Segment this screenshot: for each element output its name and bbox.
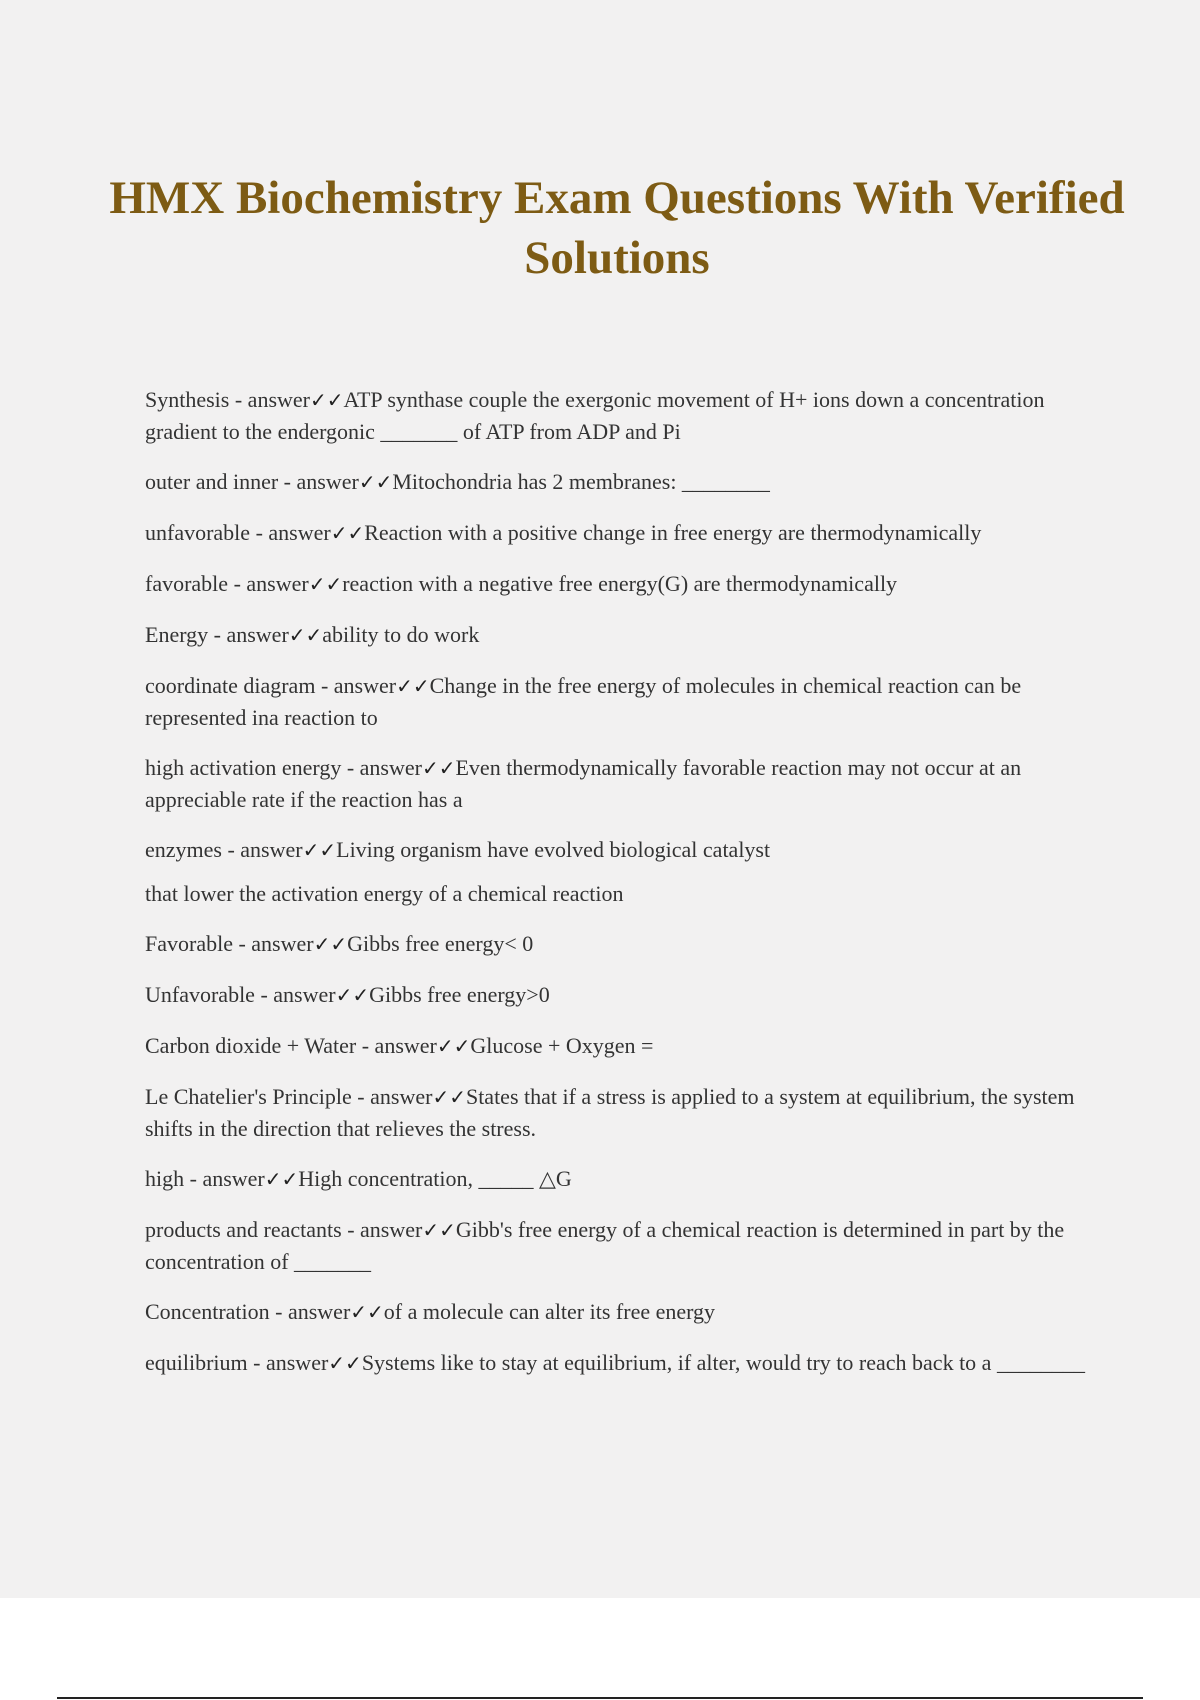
qa-separator: - answer xyxy=(341,1217,423,1242)
qa-term: high activation energy xyxy=(145,755,342,780)
qa-item xyxy=(145,1296,1095,1328)
qa-item xyxy=(145,752,1095,815)
qa-item xyxy=(145,979,1095,1011)
qa-item xyxy=(145,928,1095,960)
double-check-icon: ✓✓ xyxy=(350,1300,384,1324)
double-check-icon: ✓✓ xyxy=(422,1218,456,1242)
qa-separator: - answer xyxy=(356,1033,437,1058)
double-check-icon: ✓✓ xyxy=(328,1351,362,1375)
document-title: HMX Biochemistry Exam Questions With Verified Solutions xyxy=(109,172,1125,284)
qa-separator: - answer xyxy=(208,622,289,647)
qa-separator: - answer xyxy=(315,673,397,698)
footer-divider xyxy=(57,1697,1143,1699)
qa-item xyxy=(145,619,1095,651)
qa-answer: High concentration, _____ △G xyxy=(298,1166,572,1191)
qa-separator: - answer xyxy=(232,931,314,956)
qa-separator: - answer xyxy=(269,1299,351,1324)
qa-separator: - answer xyxy=(184,1166,265,1191)
qa-term: Favorable xyxy=(145,931,233,956)
double-check-icon: ✓✓ xyxy=(396,674,430,698)
qa-item xyxy=(145,1030,1095,1062)
qa-term: Carbon dioxide + Water xyxy=(145,1033,357,1058)
qa-term: Synthesis xyxy=(145,387,230,412)
qa-answer: Reaction with a positive change in free energy are thermodynamically xyxy=(364,520,982,545)
double-check-icon: ✓✓ xyxy=(330,521,365,545)
qa-term: coordinate diagram xyxy=(145,673,316,698)
qa-answer: Gibb's free energy of a chemical reaction is determined in part by the concentration of _______ xyxy=(145,1217,1065,1274)
qa-item xyxy=(145,834,1095,866)
qa-item xyxy=(145,384,1095,447)
double-check-icon: ✓✓ xyxy=(436,1034,471,1058)
qa-item xyxy=(145,670,1095,733)
qa-term: unfavorable xyxy=(145,520,251,545)
qa-answer: Even thermodynamically favorable reaction may not occur at an appreciable rate if the reaction has a xyxy=(145,755,1022,812)
qa-item xyxy=(145,1163,1095,1195)
qa-term: enzymes xyxy=(145,837,222,862)
double-check-icon: ✓✓ xyxy=(302,838,337,862)
qa-separator: - answer xyxy=(278,469,359,494)
double-check-icon: ✓✓ xyxy=(358,470,393,494)
double-check-icon: ✓✓ xyxy=(335,983,370,1007)
qa-term: high xyxy=(145,1166,185,1191)
qa-item xyxy=(145,1081,1095,1144)
qa-term: Energy xyxy=(145,622,209,647)
double-check-icon: ✓✓ xyxy=(421,756,456,780)
double-check-icon: ✓✓ xyxy=(432,1085,466,1109)
qa-separator: - answer xyxy=(229,387,310,412)
qa-answer: Gibbs free energy< 0 xyxy=(347,931,534,956)
qa-term: equilibrium xyxy=(145,1350,248,1375)
double-check-icon: ✓✓ xyxy=(264,1167,299,1191)
qa-item xyxy=(145,466,1095,498)
qa-answer: Gibbs free energy>0 xyxy=(369,982,550,1007)
qa-answer: ATP synthase couple the exergonic movement of H+ ions down a concentration gradient to the endergonic _______ of ATP from ADP and Pi xyxy=(145,387,1045,444)
qa-answer: Change in the free energy of molecules in chemical reaction can be represented ina reaction to xyxy=(145,673,1022,730)
double-check-icon: ✓✓ xyxy=(313,932,348,956)
qa-separator: - answer xyxy=(250,520,331,545)
qa-item xyxy=(145,1214,1095,1277)
qa-separator: - answer xyxy=(221,837,303,862)
qa-answer: of a molecule can alter its free energy xyxy=(383,1299,716,1324)
qa-answer: Living organism have evolved biological catalyst xyxy=(336,837,771,862)
qa-item xyxy=(145,1347,1095,1379)
double-check-icon: ✓✓ xyxy=(310,388,344,412)
qa-term: favorable xyxy=(145,571,229,596)
qa-separator: - answer xyxy=(351,1084,433,1109)
qa-answer: Glucose + Oxygen = xyxy=(470,1033,654,1058)
qa-term: Unfavorable xyxy=(145,982,255,1007)
qa-separator: - answer xyxy=(341,755,422,780)
qa-separator: - answer xyxy=(247,1350,329,1375)
qa-term: outer and inner xyxy=(145,469,279,494)
qa-answer: Mitochondria has 2 membranes: ________ xyxy=(392,469,770,494)
double-check-icon: ✓✓ xyxy=(288,623,323,647)
qa-answer: Systems like to stay at equilibrium, if alter, would try to reach back to a ________ xyxy=(361,1350,1085,1375)
qa-item xyxy=(145,517,1095,549)
qa-answer: States that if a stress is applied to a system at equilibrium, the system shifts in the direction that relieves the stress. xyxy=(145,1084,1075,1141)
qa-item xyxy=(145,568,1095,600)
qa-term: Concentration xyxy=(145,1299,270,1324)
double-check-icon: ✓✓ xyxy=(308,572,343,596)
qa-separator: - answer xyxy=(254,982,336,1007)
qa-continuation: that lower the activation energy of a chemical reaction xyxy=(145,881,624,906)
qa-term: products and reactants xyxy=(145,1217,342,1242)
question-answer-list xyxy=(145,384,1095,1398)
qa-answer: reaction with a negative free energy(G) are thermodynamically xyxy=(342,571,898,596)
qa-separator: - answer xyxy=(228,571,309,596)
qa-term: Le Chatelier's Principle xyxy=(145,1084,352,1109)
qa-answer: ability to do work xyxy=(322,622,480,647)
